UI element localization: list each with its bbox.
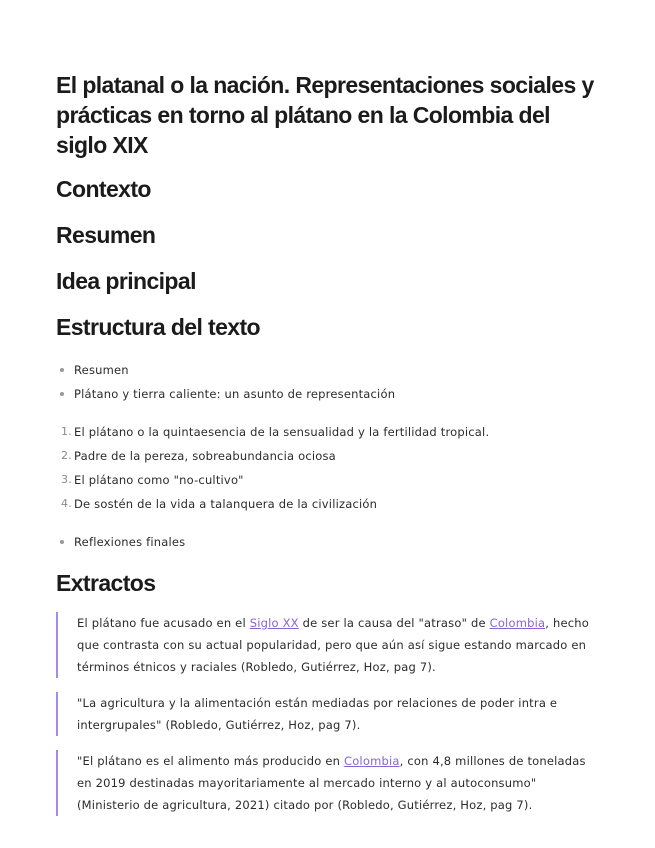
quote-text: de ser la causa del "atraso" de	[298, 616, 490, 630]
quote-text: "El plátano es el alimento más producido en	[77, 754, 344, 768]
quote-text: "La agricultura y la alimentación están mediadas por relaciones de poder intra e intergrupales" (Robledo, Gutiérrez, Hoz, pag 7).	[77, 696, 558, 732]
list-number: 3.	[61, 473, 72, 486]
list-item: Plátano y tierra caliente: un asunto de representación	[56, 382, 599, 406]
list-item	[56, 444, 599, 468]
list-number: 4.	[61, 497, 72, 510]
quote-block	[56, 692, 599, 736]
structure-numbered-list	[56, 420, 599, 516]
list-item-text: Padre de la pereza, sobreabundancia ociosa	[74, 449, 336, 463]
list-item	[56, 492, 599, 516]
list-number: 2.	[61, 449, 72, 462]
list-item	[56, 420, 599, 444]
list-number: 1.	[61, 425, 72, 438]
quote-block	[56, 750, 599, 816]
heading-contexto: Contexto	[56, 176, 151, 202]
quote-block	[56, 612, 599, 678]
list-item: Resumen	[56, 358, 599, 382]
heading-resumen: Resumen	[56, 222, 156, 248]
quote-text: , hecho que contrasta con su actual popularidad, pero que aún así sigue estando marcado en términos étnicos y raciales (Robledo, Gutiérrez, Hoz, pag 7).	[77, 616, 589, 674]
list-item-text: El plátano como "no-cultivo"	[74, 473, 244, 487]
link-siglo-xx[interactable]: Siglo XX	[249, 616, 299, 630]
structure-bullet-list	[56, 358, 599, 406]
heading-idea-principal: Idea principal	[56, 268, 196, 294]
link-colombia[interactable]: Colombia	[489, 616, 546, 630]
quote-text: , con 4,8 millones de toneladas en 2019 destinadas mayoritariamente al mercado interno y al autoconsumo" (Ministerio de agricultura, 2021) citado por (Robledo, Gutiérrez, Hoz, pag 7).	[77, 754, 586, 812]
page-title: El platanal o la nación. Representaciones sociales y prácticas en torno al plátano en la Colombia del siglo XIX	[56, 72, 594, 158]
list-item: Reflexiones finales	[56, 530, 599, 554]
quote-text: El plátano fue acusado en el	[77, 616, 250, 630]
list-item	[56, 468, 599, 492]
final-bullet-list	[56, 530, 599, 554]
list-item-text: El plátano o la quintaesencia de la sensualidad y la fertilidad tropical.	[74, 425, 490, 439]
list-item-text: De sostén de la vida a talanquera de la civilización	[74, 497, 378, 511]
heading-estructura: Estructura del texto	[56, 314, 260, 340]
heading-extractos: Extractos	[56, 570, 156, 596]
link-colombia[interactable]: Colombia	[343, 754, 400, 768]
